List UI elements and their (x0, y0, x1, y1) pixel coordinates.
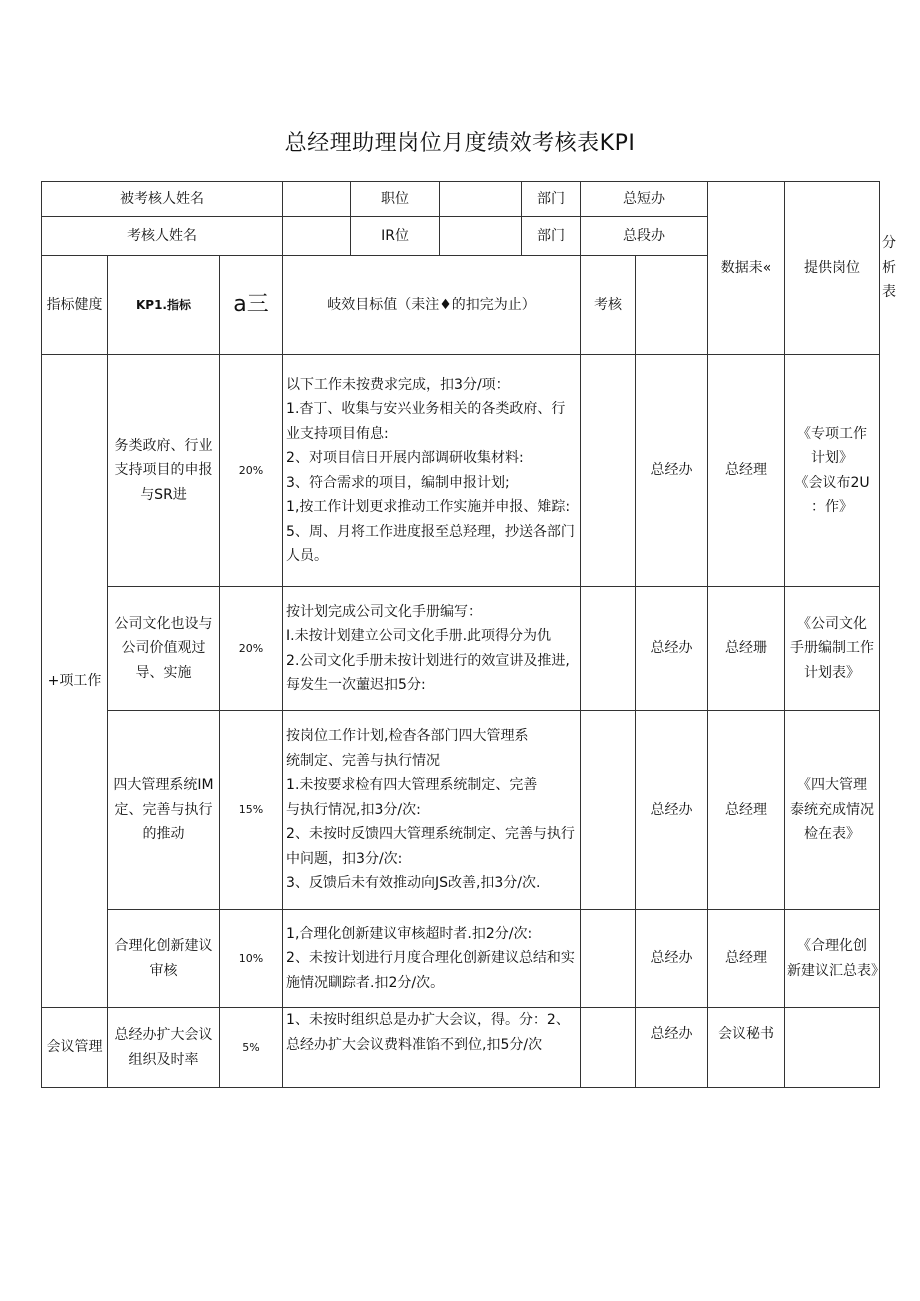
dimension-cell: +项工作 (42, 355, 108, 1008)
provider-cell: 总经珊 (708, 587, 785, 711)
target-line: 中问题，扣3分/次: (286, 850, 403, 867)
col-dimension: 指标健度 (42, 256, 108, 355)
target-line: 2、未按计划进行月度合理化创新建议总结和实 (286, 950, 575, 967)
target-line: 1.杳丁、收集与安兴业务相关的各类政府、行 (286, 401, 566, 417)
weight-cell: 5% (220, 1008, 283, 1088)
col-provider: 提供岗位 (785, 182, 880, 355)
kpi-cell: 总经办扩大会议组织及时率 (108, 1008, 220, 1088)
analysis-cell (785, 1008, 880, 1088)
table-row (42, 587, 880, 711)
target-line: 1,按工作计划更求推动工作实施并申报、雉踪: (286, 499, 571, 515)
target-cell (283, 711, 581, 910)
analysis-line: 《专项工作 (797, 425, 868, 442)
table-row (42, 1008, 880, 1088)
target-line: 3、反馈后未有效推动向JS改善,扣3分/次. (286, 875, 541, 892)
position-label: 职位 (351, 182, 440, 217)
target-line: 2.公司文化手册未按计划进行的效宣讲及推进, (286, 652, 570, 669)
position-label-2: IR位 (351, 217, 440, 256)
page-title: 总经理助理岗位月度绩效考核表KPI (284, 131, 636, 156)
source-cell: 总经办 (636, 355, 708, 587)
col-data-source: 数据耒« (708, 182, 785, 355)
target-line: 以下工作未按费求完成，扣3分/项： (286, 376, 510, 393)
target-line: 每发生一次蘁迟扣5分: (286, 677, 426, 693)
target-line: I.未按计划建立公司文化手册.此项得分为仇 (286, 628, 552, 644)
analysis-line: 《会议布2U (794, 474, 870, 491)
kpi-cell: 四大管理系统IM定、完善与执行的推动 (108, 711, 220, 910)
analysis-line: 《合理化创 (797, 938, 868, 954)
provider-cell: 总经理 (708, 910, 785, 1008)
provider-cell: 总经理 (708, 355, 785, 587)
dept-value-2: 总段办 (581, 217, 708, 256)
target-line: 1.未按要求检有四大管理系统制定、完善 (286, 777, 538, 794)
kpi-table (41, 181, 897, 1088)
analysis-cell (785, 910, 886, 1008)
target-line: 总经办扩大会议费料准馅不到位,扣5分/次 (286, 1036, 543, 1053)
analysis-line: 《四大管理 (797, 777, 868, 794)
target-cell (283, 355, 581, 587)
analysis-line: 新建议汇总表》 (787, 962, 886, 979)
analysis-cell (785, 587, 880, 711)
weight-cell: 15% (220, 711, 283, 910)
analysis-line: ：作》 (811, 499, 854, 515)
analysis-line: 检在表》 (804, 826, 861, 843)
target-cell (283, 1008, 581, 1088)
col-weight: a三 (220, 256, 283, 355)
target-line: 5、周、月将工作进度报至总羟理，抄送各部门 (286, 523, 575, 540)
dept-label: 部门 (522, 182, 581, 217)
analysis-line: 计划表》 (804, 664, 861, 681)
target-line: 3、符合需求的项目，编制申报计划; (286, 474, 510, 491)
weight-cell: 10% (220, 910, 283, 1008)
position-value-2[interactable] (440, 217, 522, 256)
score-cell[interactable] (581, 910, 636, 1008)
appraiser-value[interactable] (283, 217, 351, 256)
source-cell: 总经办 (636, 587, 708, 711)
source-cell: 总经办 (636, 711, 708, 910)
target-line: 施情况瞓踪者.扣2分/次。 (286, 974, 445, 991)
kpi-cell: 公司文化也设与公司价值观过导、实施 (108, 587, 220, 711)
analysis-cell (785, 355, 880, 587)
analysis-cell (785, 711, 880, 910)
score-cell[interactable] (581, 1008, 636, 1088)
target-cell (283, 587, 581, 711)
weight-cell: 20% (220, 587, 283, 711)
kpi-cell: 合理化创新建议审核 (108, 910, 220, 1008)
table-row (42, 711, 880, 910)
analysis-line: 计划》 (811, 450, 854, 466)
kpi-cell: 务类政府、行业支持项目的申报与SR进 (108, 355, 220, 587)
weight-cell: 20% (220, 355, 283, 587)
target-line: 按计划完成公司文化手册编写： (286, 603, 483, 620)
analysis-line: 《公司文化 (797, 615, 868, 632)
target-line: 2、对项目信日开展内部调研收集材料: (286, 450, 524, 466)
appraisee-value[interactable] (283, 182, 351, 217)
target-line: 1、未按时组织总是办扩大会议，得。分：2、 (286, 1012, 570, 1028)
target-line: 1,合理化创新建议审核超时者.扣2分/次: (286, 925, 533, 942)
provider-cell: 总经理 (708, 711, 785, 910)
score-cell[interactable] (581, 711, 636, 910)
target-line: 与执行情况,扣3分/次: (286, 801, 421, 818)
col-kpi: KP1.指标 (108, 256, 220, 355)
col-score: 考核 (581, 256, 636, 355)
table-row (42, 355, 880, 587)
dept-value: 总短办 (581, 182, 708, 217)
source-cell: 总经办 (636, 1008, 708, 1088)
col-target: 岐效目标值（耒注♦的扣完为止） (283, 256, 581, 355)
table-row (42, 910, 880, 1008)
dept-label-2: 部门 (522, 217, 581, 256)
analysis-line: 手册编制工作 (790, 640, 875, 657)
provider-cell: 会议秘书 (708, 1008, 785, 1088)
target-line: 按岗位工作计划,检杳各部门四大管理系 (286, 728, 529, 745)
target-line: 人员。 (286, 548, 329, 564)
position-value[interactable] (440, 182, 522, 217)
target-cell (283, 910, 581, 1008)
score-cell[interactable] (581, 587, 636, 711)
appraiser-label: 考核人姓名 (42, 217, 283, 256)
target-line: 业支持项目侑息: (286, 425, 389, 442)
target-line: 统制定、完善与执行情况 (286, 752, 441, 769)
score-cell[interactable] (581, 355, 636, 587)
dimension-cell: 会议管理 (42, 1008, 108, 1088)
source-cell: 总经办 (636, 910, 708, 1008)
target-line: 2、未按时反馈四大管理系统制定、完善与执行 (286, 826, 575, 843)
header-row-appraisee: 被考核人姓名 职位 部门 总短办 数据耒« 提供岗位 分析表 (42, 182, 880, 217)
appraisee-label: 被考核人姓名 (42, 182, 283, 217)
analysis-line: 泰统充成情况 (790, 801, 875, 818)
